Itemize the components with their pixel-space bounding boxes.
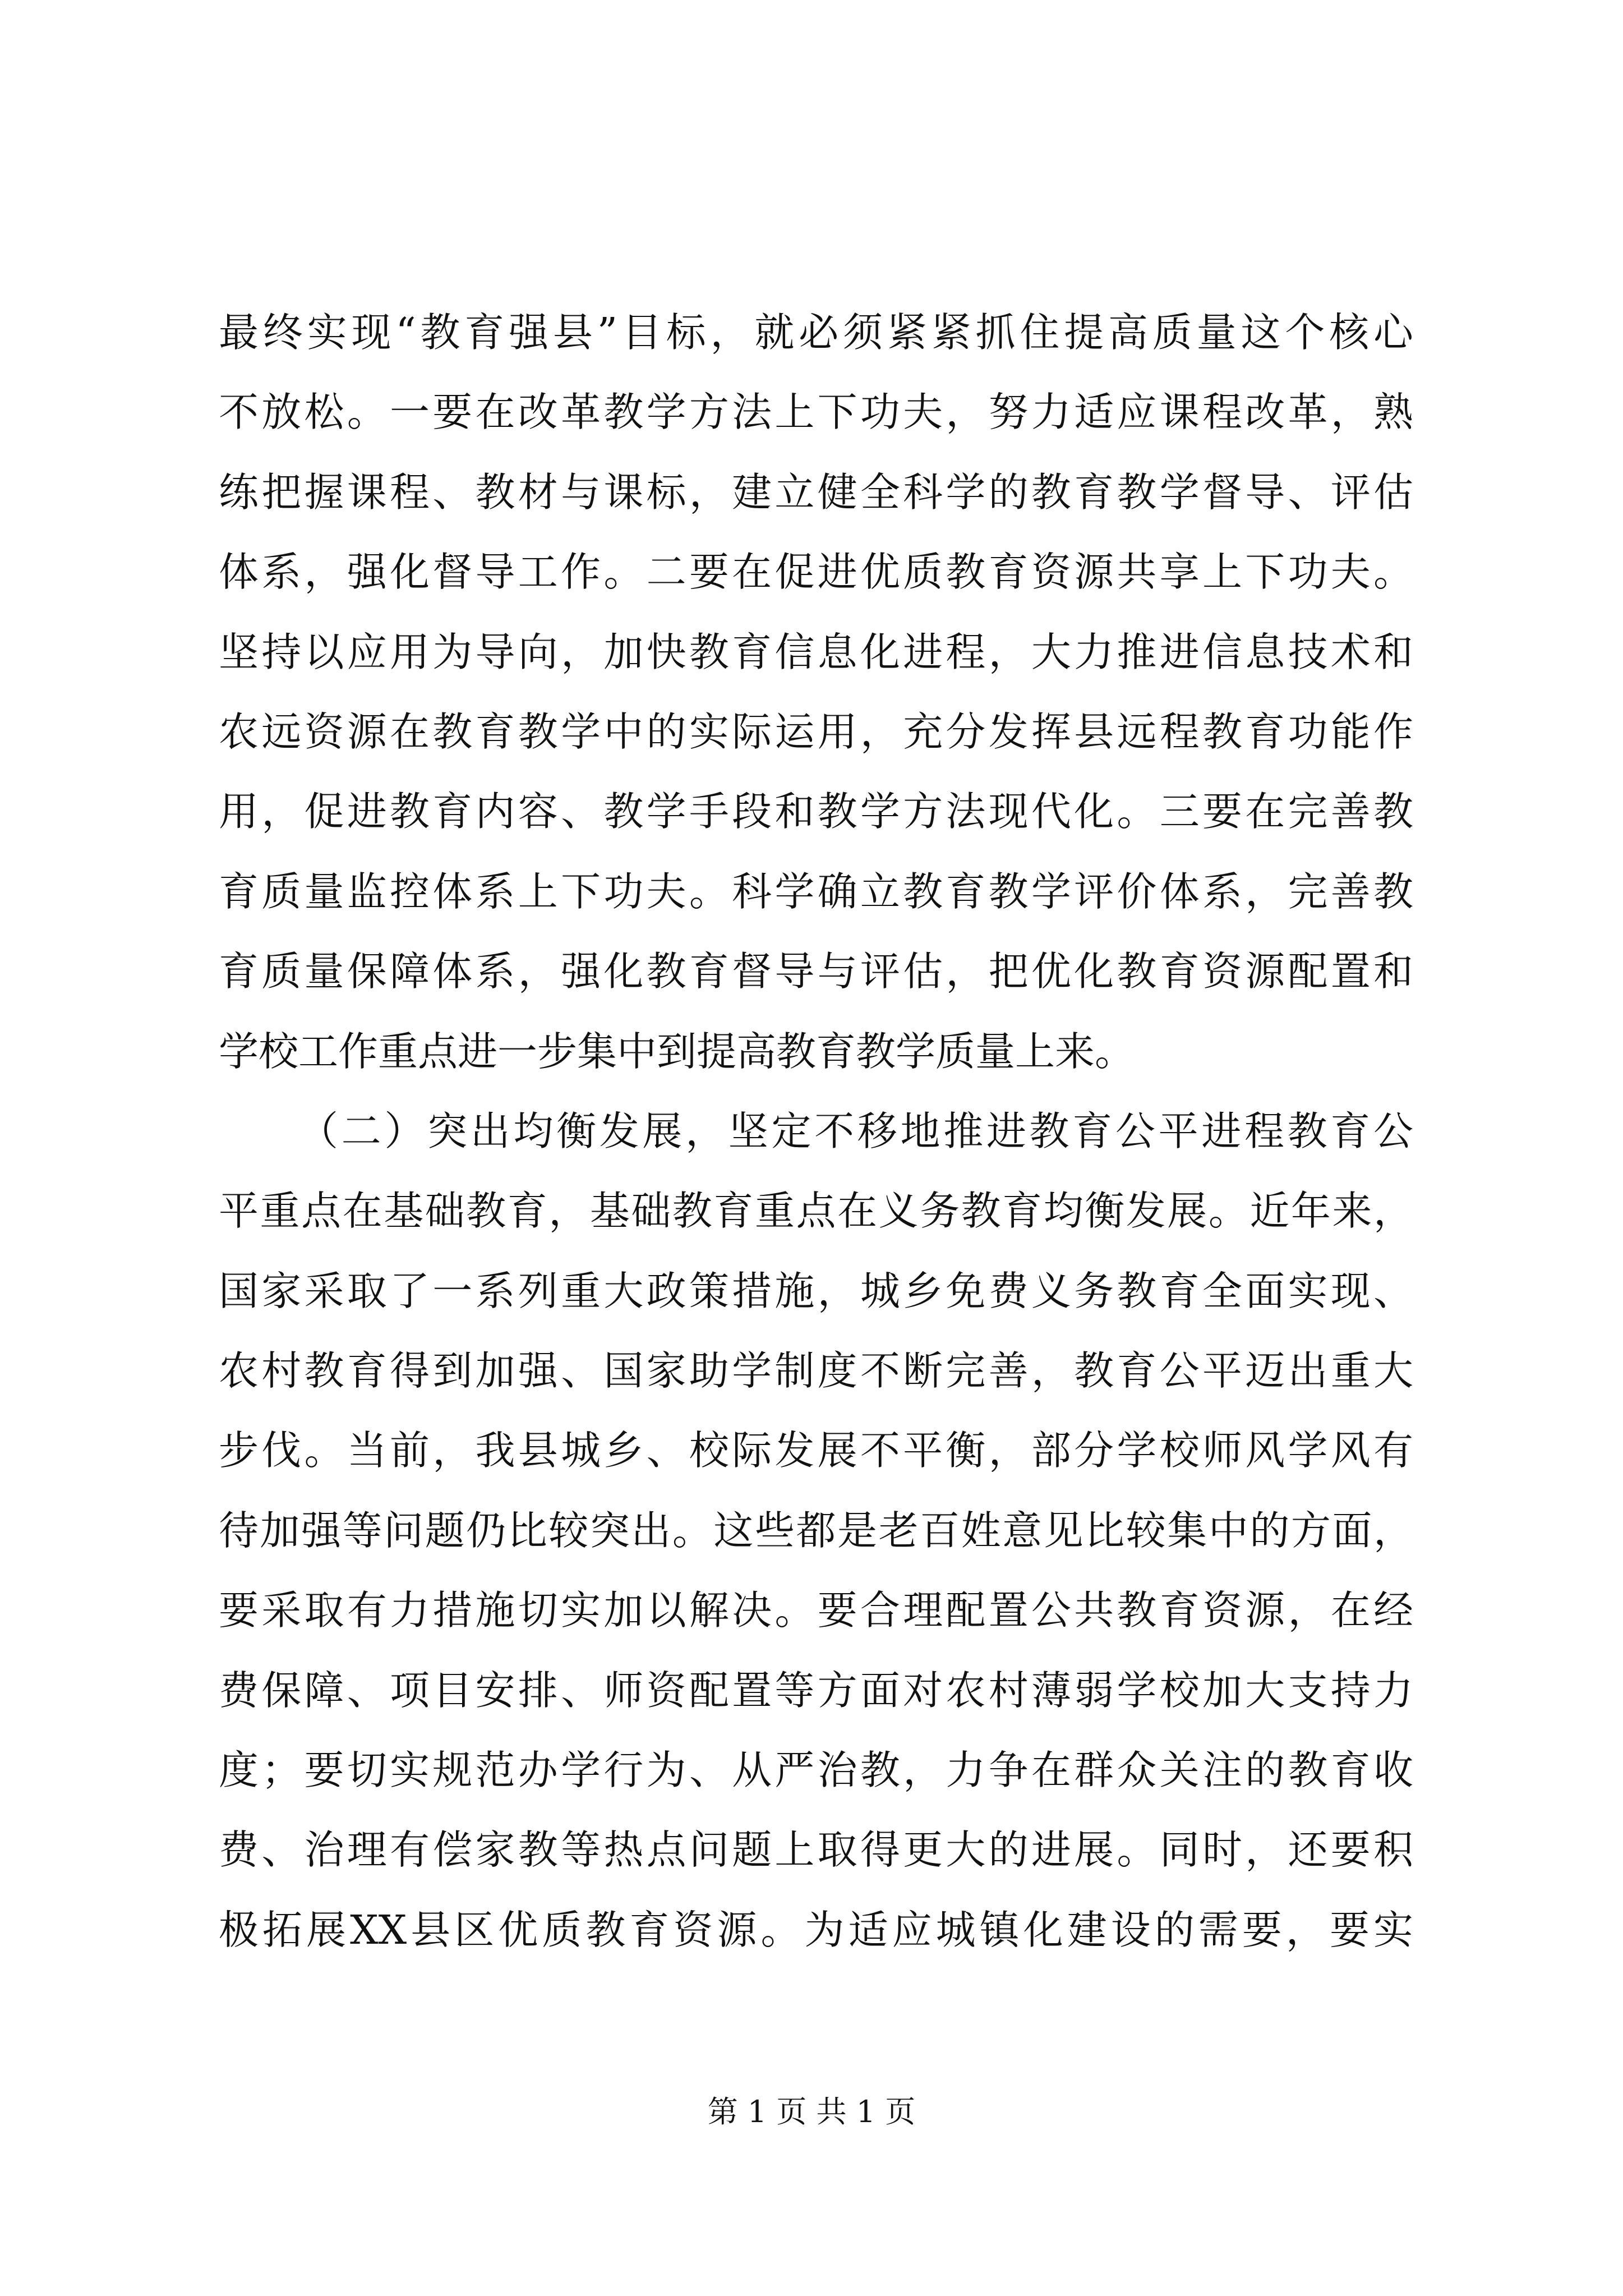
body-text (219, 293, 1413, 1970)
text-line: 练把握课程、教材与课标，建立健全科学的教育教学督导、评估 (219, 468, 1413, 516)
text-line: 最终实现“教育强县”目标，就必须紧紧抓住提高质量这个核心 (219, 309, 1413, 356)
page-footer (0, 2092, 1623, 2132)
text-line: 育质量保障体系，强化教育督导与评估，把优化教育资源配置和 (219, 948, 1413, 995)
text-line: 坚持以应用为导向，加快教育信息化进程，大力推进信息技术和 (219, 628, 1413, 675)
section-heading-line: （二）突出均衡发展，坚定不移地推进教育公平进程教育公 (298, 1107, 1413, 1154)
text-line: 不放松。一要在改革教学方法上下功夫，努力适应课程改革，熟 (219, 389, 1413, 436)
text-line: 待加强等问题仍比较突出。这些都是老百姓意见比较集中的方面， (219, 1507, 1413, 1554)
text-line: 平重点在基础教育，基础教育重点在义务教育均衡发展。近年来， (219, 1188, 1413, 1235)
text-line: 农远资源在教育教学中的实际运用，充分发挥县远程教育功能作 (219, 708, 1413, 755)
page-number-label: 第 1 页 共 1 页 (707, 2094, 916, 2129)
text-line: 学校工作重点进一步集中到提高教育教学质量上来。 (219, 1028, 1135, 1075)
text-line: 步伐。当前，我县城乡、校际发展不平衡，部分学校师风学风有 (219, 1427, 1413, 1474)
text-line: 费保障、项目安排、师资配置等方面对农村薄弱学校加大支持力 (219, 1667, 1413, 1714)
text-line: 体系，强化督导工作。二要在促进优质教育资源共享上下功夫。 (219, 549, 1413, 596)
text-line: 国家采取了一系列重大政策措施，城乡免费义务教育全面实现、 (219, 1267, 1413, 1314)
text-line: 极拓展XX县区优质教育资源。为适应城镇化建设的需要，要实 (219, 1906, 1413, 1953)
text-line: 费、治理有偿家教等热点问题上取得更大的进展。同时，还要积 (219, 1826, 1413, 1874)
text-line: 农村教育得到加强、国家助学制度不断完善，教育公平迈出重大 (219, 1347, 1413, 1395)
text-line: 度；要切实规范办学行为、从严治教，力争在群众关注的教育收 (219, 1747, 1413, 1794)
text-line: 育质量监控体系上下功夫。科学确立教育教学评价体系，完善教 (219, 868, 1413, 915)
text-line: 要采取有力措施切实加以解决。要合理配置公共教育资源，在经 (219, 1587, 1413, 1634)
text-line: 用，促进教育内容、教学手段和教学方法现代化。三要在完善教 (219, 788, 1413, 835)
